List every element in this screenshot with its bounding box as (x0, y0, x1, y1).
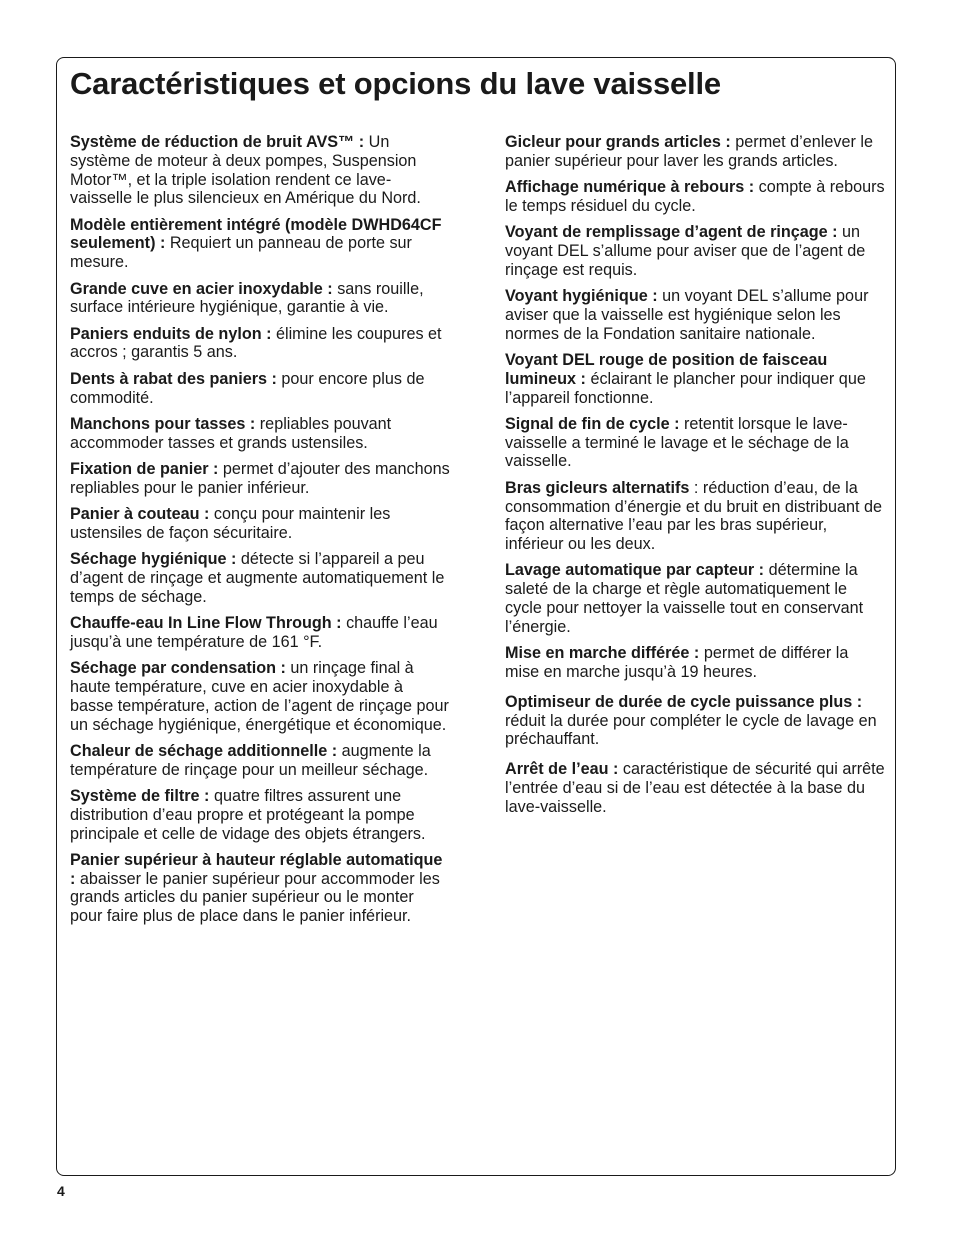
feature-item (505, 223, 885, 279)
feature-item (70, 742, 450, 780)
feature-item (505, 351, 885, 407)
feature-term: Gicleur pour grands articles : (505, 133, 731, 151)
feature-description: un voyant DEL s’allume pour aviser que la vaisselle est hygiénique selon les normes de la Fondation sanitaire nationale. (505, 287, 869, 343)
feature-item (70, 280, 450, 318)
page-number: 4 (57, 1183, 65, 1199)
feature-term: Fixation de panier : (70, 459, 219, 478)
feature-description: chauffe l’eau jusqu’à une température de 161 °F. (70, 614, 438, 651)
feature-description: retentit lorsque le lave-vaisselle a terminé le lavage et le séchage de la vaisselle. (505, 414, 849, 471)
feature-description: détermine la saleté de la charge et règle automatiquement le cycle pour nettoyer la vaisselle tout en conservant l’énergie. (505, 561, 864, 636)
feature-term: Affichage numérique à rebours : (505, 178, 755, 197)
feature-item (70, 505, 450, 543)
feature-term: Signal de fin de cycle : (505, 414, 680, 433)
feature-description: un voyant DEL s’allume pour aviser que de l’agent de rinçage est requis. (505, 223, 866, 279)
feature-item (505, 644, 885, 682)
feature-description: permet de différer la mise en marche jusqu’à 19 heures. (505, 644, 849, 681)
feature-term: Lavage automatique par capteur : (505, 561, 765, 580)
feature-item (70, 216, 450, 272)
feature-term: Mise en marche différée : (505, 644, 700, 663)
feature-term: Modèle entièrement intégré (modèle DWHD64CF seulement) : (70, 215, 442, 253)
feature-description: un rinçage final à haute température, cuve en acier inoxydable à basse température, action de l’agent de rinçage pour un séchage hygiénique, énergétique et économique. (70, 659, 449, 734)
feature-term: Voyant de remplissage d’agent de rinçage : (505, 223, 838, 242)
right-column (505, 133, 885, 824)
feature-description: Un système de moteur à deux pompes, Suspension Motor™, et la triple isolation rendent ce lave-vaisselle le plus silencieux en Amérique du Nord. (70, 133, 421, 208)
feature-term: Séchage par condensation : (70, 659, 286, 678)
feature-term: Bras gicleurs alternatifs (505, 478, 690, 497)
feature-item (505, 479, 885, 554)
feature-item (505, 287, 885, 343)
feature-description: quatre filtres assurent une distribution d’eau propre et protégeant la pompe principale et celle de vidage des objets étrangers. (70, 786, 426, 843)
feature-item (505, 415, 885, 471)
feature-description: : réduction d’eau, de la consommation d’énergie et du bruit en distribuant de façon alternative l’eau par les bras supérieur, inférieur ou les deux. (505, 478, 883, 554)
feature-term: Chauffe-eau In Line Flow Through : (70, 614, 342, 633)
feature-term: Voyant DEL rouge de position de faisceau lumineux : (505, 350, 828, 388)
feature-item (70, 133, 450, 208)
feature-description: réduit la durée pour compléter le cycle de lavage en préchauffant. (505, 711, 877, 749)
feature-item (70, 851, 450, 926)
feature-term: Optimiseur de durée de cycle puissance plus : (505, 692, 863, 711)
feature-item (70, 550, 450, 606)
left-column (70, 133, 450, 933)
feature-item (70, 415, 450, 453)
feature-description: détecte si l’appareil a peu d’agent de rinçage et augmente automatiquement le temps de séchage. (70, 550, 445, 606)
feature-item (70, 460, 450, 498)
feature-term: Manchons pour tasses : (70, 414, 256, 433)
feature-term: Système de filtre : (70, 786, 210, 805)
feature-item (70, 325, 450, 363)
feature-term: Arrêt de l’eau : (505, 760, 619, 779)
feature-item (505, 178, 885, 216)
feature-description: repliables pouvant accommoder tasses et grands ustensiles. (70, 414, 392, 452)
feature-description: éclairant le plancher pour indiquer que l’appareil fonctionne. (505, 369, 866, 407)
feature-item (70, 370, 450, 408)
feature-item (70, 659, 450, 734)
feature-description: Requiert un panneau de porte sur mesure. (70, 234, 412, 272)
feature-description: caractéristique de sécurité qui arrête l’entrée d’eau si de l’eau est détectée à la base du lave-vaisselle. (505, 760, 885, 816)
feature-description: sans rouille, surface intérieure hygiénique, garantie à vie. (70, 279, 424, 317)
feature-item (70, 614, 450, 652)
feature-description: permet d’ajouter des manchons repliables pour le panier inférieur. (70, 459, 450, 497)
feature-description: augmente la température de rinçage pour un meilleur séchage. (70, 741, 431, 779)
feature-description: compte à rebours le temps résiduel du cycle. (505, 178, 885, 215)
feature-term: Paniers enduits de nylon : (70, 324, 272, 343)
feature-item (505, 760, 885, 816)
feature-term: Voyant hygiénique : (505, 287, 658, 306)
feature-term: Dents à rabat des paniers : (70, 369, 277, 388)
feature-term: Panier à couteau : (70, 505, 210, 524)
feature-description: pour encore plus de commodité. (70, 369, 425, 407)
feature-term: Panier supérieur à hauteur réglable automatique : (70, 850, 443, 888)
feature-description: permet d’enlever le panier supérieur pour laver les grands articles. (505, 133, 873, 170)
page-title: Caractéristiques et opcions du lave vaisselle (70, 66, 721, 101)
feature-description: élimine les coupures et accros ; garantis 5 ans. (70, 324, 442, 362)
feature-term: Grande cuve en acier inoxydable : (70, 279, 333, 298)
feature-item (505, 133, 885, 171)
feature-term: Chaleur de séchage additionnelle : (70, 741, 338, 760)
feature-item (505, 561, 885, 636)
feature-term: Système de réduction de bruit AVS™ : (70, 133, 365, 151)
feature-item (70, 787, 450, 843)
feature-description: abaisser le panier supérieur pour accommoder les grands articles du panier supérieur ou le monter pour faire plus de place dans le panier inférieur. (70, 869, 440, 926)
feature-term: Séchage hygiénique : (70, 550, 237, 569)
feature-item (505, 693, 885, 749)
feature-description: conçu pour maintenir les ustensiles de façon sécuritaire. (70, 505, 391, 542)
